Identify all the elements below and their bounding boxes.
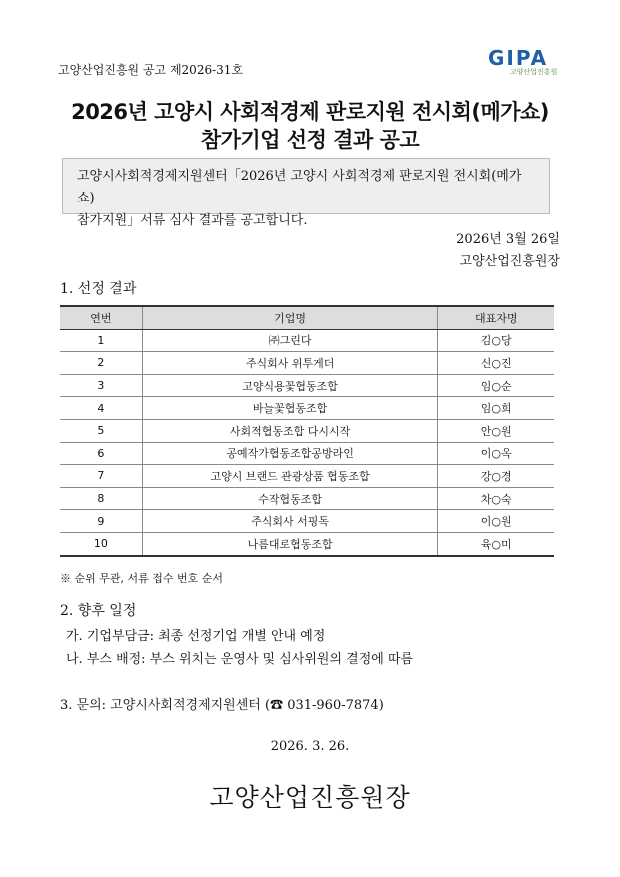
table-row: [60, 397, 554, 420]
col-header-representative: 대표자명: [438, 306, 554, 329]
doc-number: 고양산업진흥원 공고 제2026-31호: [58, 63, 244, 77]
cell-number: 8: [60, 487, 142, 510]
cell-representative: 신○진: [438, 352, 554, 375]
cell-number: 4: [60, 397, 142, 420]
cell-company: 고양식용꽃협동조합: [142, 374, 438, 397]
cell-number: 10: [60, 532, 142, 555]
cell-company: 사회적협동조합 다시시작: [142, 419, 438, 442]
cell-company: 수작협동조합: [142, 487, 438, 510]
table-row: [60, 510, 554, 533]
col-header-number: 연번: [60, 306, 142, 329]
page-title-line2: 참가기업 선정 결과 공고: [200, 128, 420, 152]
section1-heading: 1. 선정 결과: [60, 281, 137, 297]
schedule-item-fee: 가. 기업부담금: 최종 선정기업 개별 안내 예정: [66, 629, 326, 644]
logo-text: GIPA: [488, 46, 549, 70]
cell-number: 3: [60, 374, 142, 397]
cell-number: 7: [60, 465, 142, 488]
intro-line1: 고양시사회적경제지원센터「2026년 고양시 사회적경제 판로지원 전시회(메가쇼): [77, 169, 522, 206]
contact-info: 3. 문의: 고양시사회적경제지원센터 (☎ 031-960-7874): [60, 698, 384, 713]
cell-company: 고양시 브랜드 관광상품 협동조합: [142, 465, 438, 488]
cell-representative: 강○경: [438, 465, 554, 488]
cell-number: 2: [60, 352, 142, 375]
col-header-company: 기업명: [142, 306, 438, 329]
intro-line2: 참가지원」서류 심사 결과를 공고합니다.: [77, 213, 308, 228]
table-row: [60, 487, 554, 510]
cell-company: 주식회사 서핑독: [142, 510, 438, 533]
table-row: [60, 419, 554, 442]
table-row: [60, 374, 554, 397]
cell-representative: 차○숙: [438, 487, 554, 510]
cell-representative: 육○미: [438, 532, 554, 555]
cell-number: 5: [60, 419, 142, 442]
cell-representative: 이○원: [438, 510, 554, 533]
cell-company: 주식회사 위투게더: [142, 352, 438, 375]
cell-company: 공예작가협동조합공방라인: [142, 442, 438, 465]
table-header-row: [60, 306, 554, 329]
cell-representative: 김○당: [438, 329, 554, 352]
logo-subtext: 고양산업진흥원: [510, 68, 558, 76]
table-row: [60, 532, 554, 555]
issue-date: 2026년 3월 26일: [456, 232, 560, 247]
table-row: [60, 442, 554, 465]
closing-date: 2026. 3. 26.: [270, 739, 350, 754]
cell-number: 9: [60, 510, 142, 533]
signer-name: 고양산업진흥원장: [209, 783, 411, 812]
gipa-logo: [488, 46, 566, 76]
table-row: [60, 465, 554, 488]
section2-heading: 2. 향후 일정: [60, 603, 137, 619]
intro-box: [62, 158, 550, 228]
table-note: ※ 순위 무관, 서류 접수 번호 순서: [60, 572, 223, 585]
cell-company: ㈜그린다: [142, 329, 438, 352]
cell-company: 바늘꽃협동조합: [142, 397, 438, 420]
cell-representative: 임○순: [438, 374, 554, 397]
table-row: [60, 352, 554, 375]
cell-number: 6: [60, 442, 142, 465]
cell-representative: 이○옥: [438, 442, 554, 465]
schedule-item-booth: 나. 부스 배정: 부스 위치는 운영사 및 심사위원의 결정에 따름: [66, 652, 414, 667]
issuer: 고양산업진흥원장: [459, 254, 560, 269]
results-table: [60, 305, 554, 557]
cell-company: 나름대로협동조합: [142, 532, 438, 555]
table-row: [60, 329, 554, 352]
cell-number: 1: [60, 329, 142, 352]
page-title-line1: 2026년 고양시 사회적경제 판로지원 전시회(메가쇼): [71, 100, 549, 124]
cell-representative: 안○원: [438, 419, 554, 442]
cell-representative: 임○희: [438, 397, 554, 420]
